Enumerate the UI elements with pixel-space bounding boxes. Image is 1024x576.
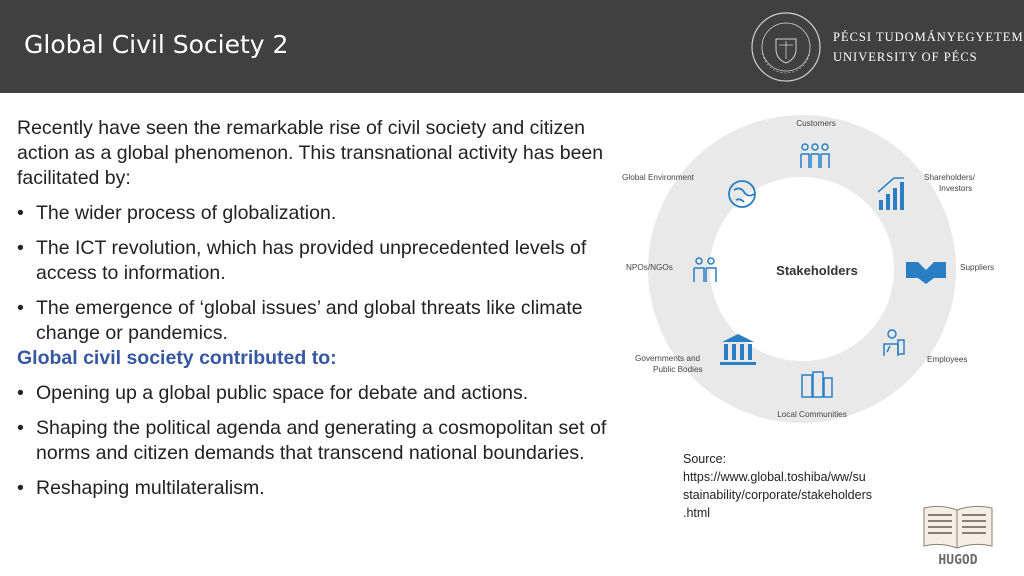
label-employees: Employees <box>927 355 968 364</box>
university-seal-icon <box>750 11 822 83</box>
bullet-icon: • <box>17 237 24 259</box>
label-government-2: Public Bodies <box>653 365 703 374</box>
label-npos: NPOs/NGOs <box>626 263 673 272</box>
label-shareholders-1: Shareholders/ <box>924 173 975 182</box>
slide-header <box>0 0 1024 93</box>
list-item <box>17 381 617 406</box>
list-item <box>17 236 617 286</box>
source-label: Source: <box>683 452 727 466</box>
label-shareholders-2: Investors <box>939 184 973 193</box>
bullet-icon: • <box>17 202 24 224</box>
label-suppliers: Suppliers <box>960 263 995 272</box>
label-government-1: Governments and <box>635 354 701 363</box>
bullet-text: The emergence of ‘global issues’ and global threats like climate change or pandemics. <box>36 297 583 344</box>
list-item <box>17 296 617 346</box>
bullet-icon: • <box>17 477 24 499</box>
slide-body <box>17 116 617 501</box>
source-url-line: https://www.global.toshiba/ww/su <box>683 470 866 484</box>
bullet-text: The ICT revolution, which has provided unprecedented levels of access to information. <box>36 237 587 284</box>
label-local-communities: Local Communities <box>777 410 847 419</box>
list-item <box>17 476 617 501</box>
hugod-logo-icon <box>920 502 996 568</box>
stakeholders-diagram <box>618 110 995 430</box>
bullet-icon: • <box>17 297 24 319</box>
label-global-environment: Global Environment <box>622 173 694 182</box>
list-item <box>17 416 617 466</box>
label-customers: Customers <box>796 119 836 128</box>
bullet-text: The wider process of globalization. <box>36 202 337 224</box>
page-title: Global Civil Society 2 <box>24 30 289 59</box>
section-heading: Global civil society contributed to: <box>17 347 337 369</box>
university-name-hu: PÉCSI TUDOMÁNYEGYETEM <box>833 30 1024 44</box>
bullet-icon: • <box>17 417 24 439</box>
university-name-en: UNIVERSITY OF PÉCS <box>833 50 978 64</box>
bullet-text: Opening up a global public space for debate and actions. <box>36 382 529 404</box>
intro-paragraph: Recently have seen the remarkable rise of civil society and citizen action as a global phenomenon. This transnational activity has been facilitated by: <box>17 117 604 189</box>
bullet-text: Reshaping multilateralism. <box>36 477 265 499</box>
bullet-icon: • <box>17 382 24 404</box>
source-note <box>683 450 913 522</box>
logo-text: HUGOD <box>938 553 978 568</box>
center-label: Stakeholders <box>776 263 858 278</box>
source-url-line: .html <box>683 506 711 520</box>
list-item <box>17 201 617 226</box>
source-url-line: stainability/corporate/stakeholders <box>683 488 872 502</box>
bullet-text: Shaping the political agenda and generating a cosmopolitan set of norms and citizen demands that transcend national boundaries. <box>36 417 607 464</box>
